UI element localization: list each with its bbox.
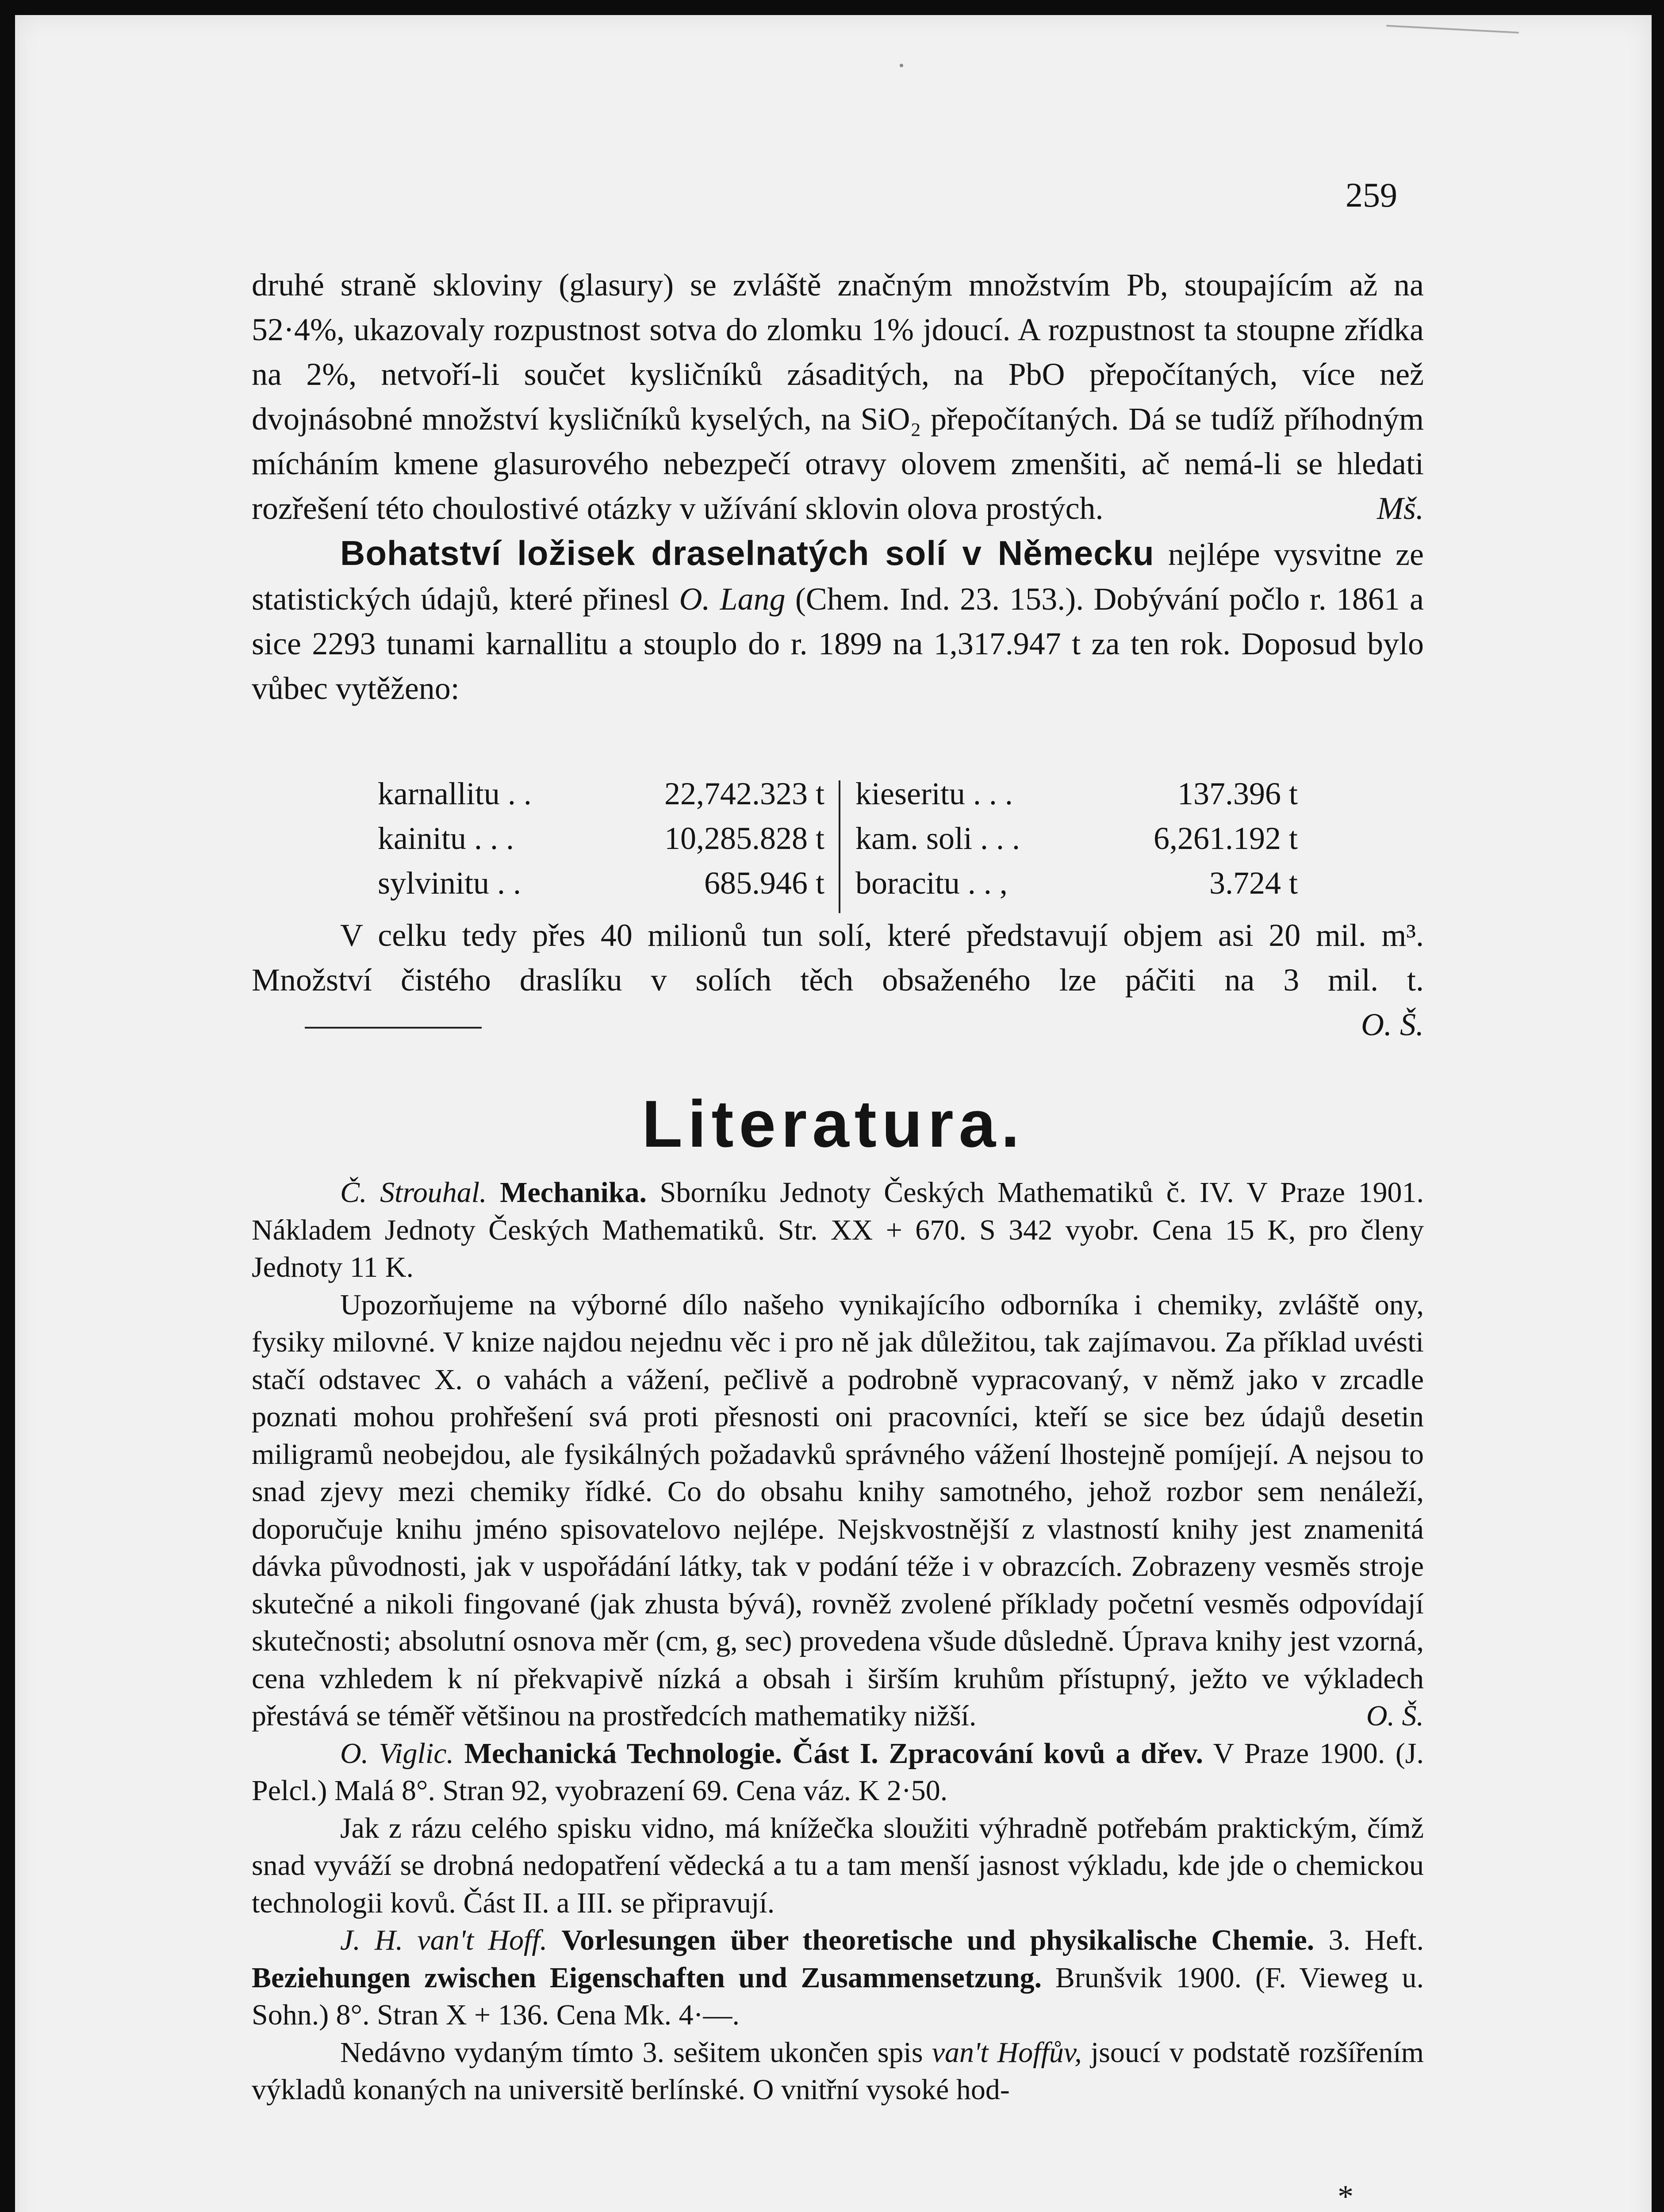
review-body-text: jsoucí v podstatě rozšířením výkladů konaných na universitě berlínské. O vnitřní vysoké hod- — [252, 2036, 1424, 2106]
table-cell-value: 137.396 t — [1177, 776, 1298, 811]
paragraph-glaze — [252, 263, 1424, 531]
review-citation: V Praze 1900. (J. Pelcl.) Malá 8°. Stran 92, vyobrazení 69. Cena váz. K 2·50. — [252, 1737, 1424, 1807]
literature-list — [252, 1174, 1424, 2109]
table-cell-value: 6,261.192 t — [1153, 821, 1298, 856]
author-signature: Mš. — [1377, 491, 1424, 526]
table-cell-name: kam. soli . . . — [855, 821, 1020, 856]
paragraph-potash-text-a: nejlépe vysvitne ze statistických údajů, které přinesl — [252, 537, 1424, 617]
table-row — [855, 816, 1298, 861]
review-body — [252, 1286, 1424, 1735]
review-body — [252, 2034, 1424, 2109]
article-summary — [252, 913, 1424, 1047]
paragraph-summary — [252, 913, 1424, 1047]
table-cell-name: boracitu . . , — [855, 865, 1008, 901]
review-subtitle: Beziehungen zwischen Eigenschaften und Zusammensetzung. — [252, 1961, 1042, 1994]
review-entry — [252, 1922, 1424, 2034]
review-body-text: Nedávno vydaným tímto 3. sešitem ukončen spis — [340, 2036, 932, 2069]
table-right-column — [855, 772, 1298, 906]
review-author: O. Viglic. — [340, 1737, 454, 1770]
scan-speck — [900, 64, 903, 67]
cited-author: O. Lang — [679, 581, 786, 617]
review-entry — [252, 1174, 1424, 1286]
review-body-text: Jak z rázu celého spisku vidno, má knížečka sloužiti výhradně potřebám praktickým, čímž snad vyváží se drobná nedopatření vědecká a tu a tam menší jasnost výkladu, kde jde o chemickou technologii kovů. Část II. a III. se připravují. — [252, 1812, 1424, 1919]
table-row — [378, 816, 824, 861]
table-divider — [839, 780, 840, 913]
review-author: J. H. van't Hoff. — [340, 1924, 548, 1956]
author-signature: O. Š. — [1366, 1700, 1424, 1732]
table-cell-value: 10,285.828 t — [664, 821, 824, 856]
paragraph-glaze-text: druhé straně skloviny (glasury) se zvláště značným množstvím Pb, stoupajícím až na 52·4%, ukazovaly rozpustnost sotva do zlomku 1% jdoucí. A rozpustnost ta stoupne zřídka na 2%, netvoří-li součet kysličníků zásaditých, na PbO přepočítaných, více než dvojnásobné množství kysličníků kyselých, na SiO₂ přepočítaných. Dá se tudíž příhodným mícháním kmene glasurového nebezpečí otravy olovem zmenšiti, ač nemá-li se hledati rozřešení této choulostivé otázky v užívání sklovin olova prostých. — [252, 267, 1424, 526]
section-rule — [305, 1027, 482, 1029]
table-cell-value: 685.946 t — [704, 865, 824, 901]
table-row — [378, 772, 824, 816]
paragraph-potash-text-b: (Chem. Ind. 23. 153.). Dobývání počlo r. 1861 a sice 2293 tunami karnallitu a stouplo do r. 1899 na 1,317.947 t za ten rok. Doposud bylo vůbec vytěženo: — [252, 581, 1424, 706]
review-body — [252, 1810, 1424, 1922]
table-cell-name: karnallitu . . — [378, 776, 532, 811]
scanned-page — [15, 15, 1652, 2212]
article-top — [252, 263, 1424, 711]
page-number: 259 — [1346, 176, 1397, 214]
review-title: Vorlesungen über theoretische und physikalische Chemie. — [561, 1924, 1315, 1956]
paragraph-summary-text: V celku tedy přes 40 milionů tun solí, které představují objem asi 20 mil. m³. Množství čistého draslíku v solích těch obsaženého lze páčiti na 3 mil. t. — [252, 918, 1424, 998]
review-body-italic: van't Hoffův, — [932, 2036, 1082, 2069]
table-cell-name: kainitu . . . — [378, 821, 514, 856]
review-citation-mid: 3. Heft. — [1314, 1924, 1424, 1956]
section-heading: Bohatství ložisek draselnatých solí v Německu — [340, 534, 1154, 572]
review-title: Mechanická Technologie. Část I. Zpracování kovů a dřev. — [464, 1737, 1204, 1770]
author-signature: O. Š. — [1361, 1007, 1424, 1042]
table-row — [855, 861, 1298, 906]
table-cell-value: 22,742.323 t — [664, 776, 824, 811]
table-left-column — [378, 772, 824, 906]
review-citation: Sborníku Jednoty Českých Mathematiků č. IV. V Praze 1901. Nákladem Jednoty Českých Mathematiků. Str. XX + 670. S 342 vyobr. Cena 15 K, pro členy Jednoty 11 K. — [252, 1176, 1424, 1283]
table-row — [855, 772, 1298, 816]
table-cell-name: kieseritu . . . — [855, 776, 1013, 811]
review-body-text: Upozorňujeme na výborné dílo našeho vynikajícího odborníka i chemiky, zvláště ony, fysiky milovné. V knize najdou nejednu věc i pro ně jak důležitou, tak zajímavou. Za příklad uvésti stačí odstavec X. o vahách a vážení, pečlivě a podrobně vypracovaný, v němž jako v zrcadle poznati mohou prohřešení svá proti přesnosti oni pracovníci, kteří se sice bez údajů desetin miligramů neobejdou, ale fysikálných požadavků správného vážení lhostejně pomíjejí. A nejsou to snad zjevy mezi chemiky řídké. Co do obsahu knihy samotného, jehož rozbor sem nenáleží, doporučuje knihu jméno spisovatelovo nejlépe. Nejskvostnější z vlastností knihy jest znamenitá dávka původnosti, jak v uspořádání látky, tak v podání téže i v obrazcích. Zobrazeny vesměs stroje skutečné a nikoli fingované (jak zhusta bývá), rovněž zvolené příklady početní vesměs odpovídají skutečnosti; absolutní osnova měr (cm, g, sec) provedena všude důsledně. Úprava knihy jest vzorná, cena vzhledem k ní překvapivě nízká a obsah i širším kruhům přístupný, ježto ve výkladech přestává se téměř většinou na prostředcích mathematiky nižší. — [252, 1288, 1424, 1732]
footer-mark: * — [1338, 2179, 1353, 2212]
review-citation: Brunšvik 1900. (F. Vieweg u. Sohn.) 8°. Stran X + 136. Cena Mk. 4·—. — [252, 1961, 1424, 2031]
section-title: Literatura. — [642, 1087, 1025, 1161]
paper-fold-mark — [1386, 25, 1519, 34]
paragraph-potash — [252, 531, 1424, 711]
review-entry — [252, 1735, 1424, 1810]
table-cell-value: 3.724 t — [1209, 865, 1298, 901]
review-title: Mechanika. — [500, 1176, 647, 1209]
table-row — [378, 861, 824, 906]
review-author: Č. Strouhal. — [340, 1176, 487, 1209]
table-cell-name: sylvinitu . . — [378, 865, 521, 901]
